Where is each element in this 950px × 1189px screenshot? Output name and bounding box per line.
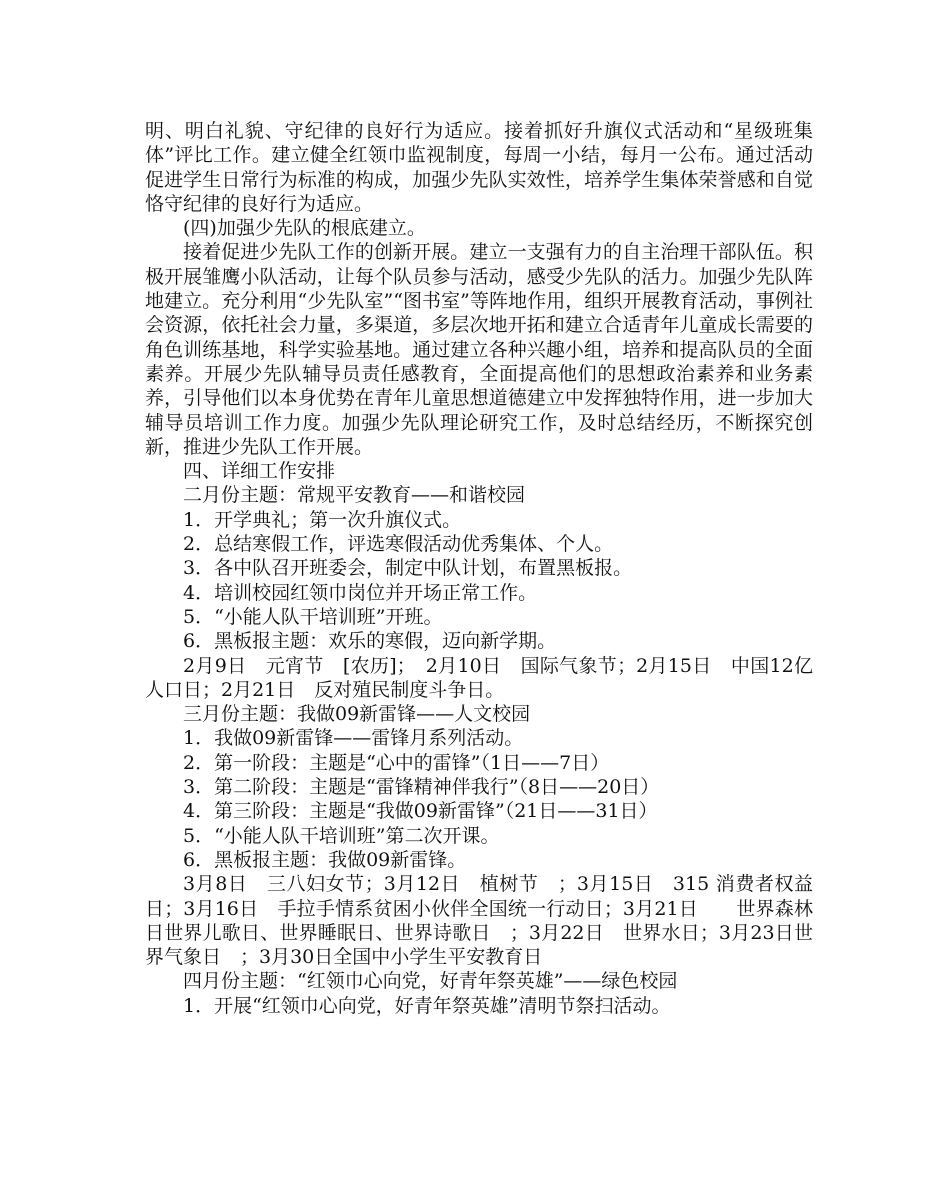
march-item-2: 2．第一阶段：主题是“心中的雷锋”（1日——7日） bbox=[183, 751, 610, 774]
april-item-1: 1．开展“红领巾心向党，好青年祭英雄”清明节祭扫活动。 bbox=[183, 994, 671, 1017]
march-item-3: 3．第二阶段：主题是“雷锋精神伴我行”（8日——20日） bbox=[183, 776, 660, 799]
february-item-5: 5．“小能人队干培训班”开班。 bbox=[183, 605, 443, 628]
february-dates: 2月9日 元宵节 [农历]； 2月10日 国际气象节；2月15日 中国12亿人口日；2月21日 反对殖民制度斗争日。 bbox=[145, 654, 813, 701]
paragraph-heading-foundation: (四)加强少先队的根底建立。 bbox=[183, 217, 426, 240]
march-item-4: 4．第三阶段：主题是“我做09新雷锋”（21日——31日） bbox=[183, 800, 658, 823]
paragraph-behavior-habits: 明、明白礼貌、守纪律的良好行为适应。接着抓好升旗仪式活动和“星级班集体”评比工作。建立健全红领巾监视制度，每周一小结，每月一公布。通过活动促进学生日常行为标准的构成，加强少先队实效性，培养学生集体荣誉感和自觉恪守纪律的良好行为适应。 bbox=[145, 120, 813, 215]
march-item-5: 5．“小能人队干培训班”第二次开课。 bbox=[183, 824, 500, 847]
paragraph-innovation: 接着促进少先队工作的创新开展。建立一支强有力的自主治理干部队伍。积极开展雏鹰小队活动，让每个队员参与活动，感受少先队的活力。加强少先队阵地建立。充分利用“少先队室”“图书室”等阵地作用，组织开展教育活动，事例社会资源，依托社会力量，多渠道，多层次地开拓和建立合适青年儿童成长需要的角色训练基地，科学实验基地。通过建立各种兴趣小组，培养和提高队员的全面素养。开展少先队辅导员责任感教育，全面提高他们的思想政治素养和业务素养，引导他们以本身优势在青年儿童思想道德建立中发挥独特作用，进一步加大辅导员培训工作力度。加强少先队理论研究工作，及时总结经历，不断探究创新，推进少先队工作开展。 bbox=[145, 241, 813, 458]
march-theme: 三月份主题：我做09新雷锋——人文校园 bbox=[183, 703, 531, 726]
february-item-2: 2．总结寒假工作，评选寒假活动优秀集体、个人。 bbox=[183, 533, 614, 556]
february-item-3: 3．各中队召开班委会，制定中队计划，布置黑板报。 bbox=[183, 557, 633, 580]
march-item-6: 6．黑板报主题：我做09新雷锋。 bbox=[183, 848, 467, 871]
march-dates: 3月8日 三八妇女节；3月12日 植树节 ；3月15日 315 消费者权益日；3月16日 手拉手情系贫困小伙伴全国统一行动日；3月21日 世界森林日世界儿歌日、世界睡眠日、世界诗歌日 ；3月22日 世界水日；3月23日世界气象日 ；3月30日全国中小学生平安教育日 bbox=[145, 873, 813, 969]
february-item-1: 1．开学典礼；第一次升旗仪式。 bbox=[183, 508, 462, 531]
document-body bbox=[145, 119, 813, 1018]
march-item-1: 1．我做09新雷锋——雷锋月系列活动。 bbox=[183, 727, 524, 750]
february-theme: 二月份主题：常规平安教育——和谐校园 bbox=[183, 484, 526, 507]
february-item-4: 4．培训校园红领巾岗位并开场正常工作。 bbox=[183, 581, 538, 604]
february-item-6: 6．黑板报主题：欢乐的寒假，迈向新学期。 bbox=[183, 630, 557, 653]
april-theme: 四月份主题：“红领巾心向党，好青年祭英雄”——绿色校园 bbox=[183, 970, 678, 993]
section-heading-work-plan: 四、详细工作安排 bbox=[183, 460, 336, 483]
